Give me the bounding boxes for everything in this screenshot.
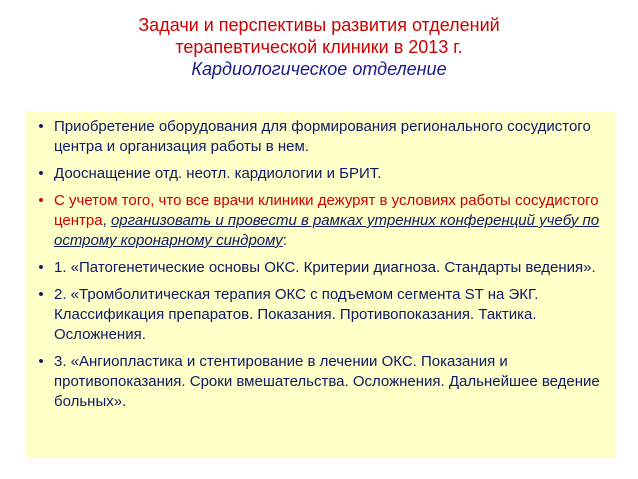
bullet-item-highlight (32, 191, 610, 251)
slide-subtitle: Кардиологическое отделение (191, 59, 447, 79)
bullet-item (32, 164, 610, 184)
bullet-text: 3. «Ангиопластика и стентирование в лечении ОКС. Показания и противопоказания. Сроки вмешательства. Осложнения. Дальнейшее ведение больных». (54, 353, 600, 410)
slide-title (0, 14, 638, 80)
bullet-text: Приобретение оборудования для формирования регионального сосудистого центра и организация работы в нем. (54, 118, 591, 155)
bullet-text-red: С учетом того, что все врачи клиники дежурят в условиях работы сосудистого центра (54, 192, 599, 229)
bullet-comma: , (102, 212, 111, 229)
bullet-item (32, 117, 610, 157)
bullet-item (32, 258, 610, 278)
bullet-item (32, 352, 610, 412)
bullet-text: Дооснащение отд. неотл. кардиологии и БРИТ. (54, 165, 382, 182)
bullet-dot-icon: • (38, 192, 44, 209)
bullet-text-emphasis: организовать и провести в рамках утренних конференций учебу по острому коронарному синдрому (54, 212, 600, 249)
bullet-dot-icon: • (38, 259, 44, 276)
bullet-dot-icon: • (38, 286, 44, 303)
bullet-dot-icon: • (38, 165, 44, 182)
title-line-2: терапевтической клиники в 2013 г. (175, 37, 463, 57)
bullet-item (32, 285, 610, 345)
content-panel (26, 111, 616, 458)
bullet-colon: : (282, 232, 287, 249)
title-line-1: Задачи и перспективы развития отделений (138, 15, 500, 35)
bullet-dot-icon: • (38, 118, 44, 135)
bullet-text: 1. «Патогенетические основы ОКС. Критерии диагноза. Стандарты ведения». (54, 259, 596, 276)
bullet-dot-icon: • (38, 353, 44, 370)
bullet-text: 2. «Тромболитическая терапия ОКС с подъемом сегмента ST на ЭКГ. Классификация препаратов. Показания. Противопоказания. Тактика. Осложнения. (54, 286, 539, 343)
